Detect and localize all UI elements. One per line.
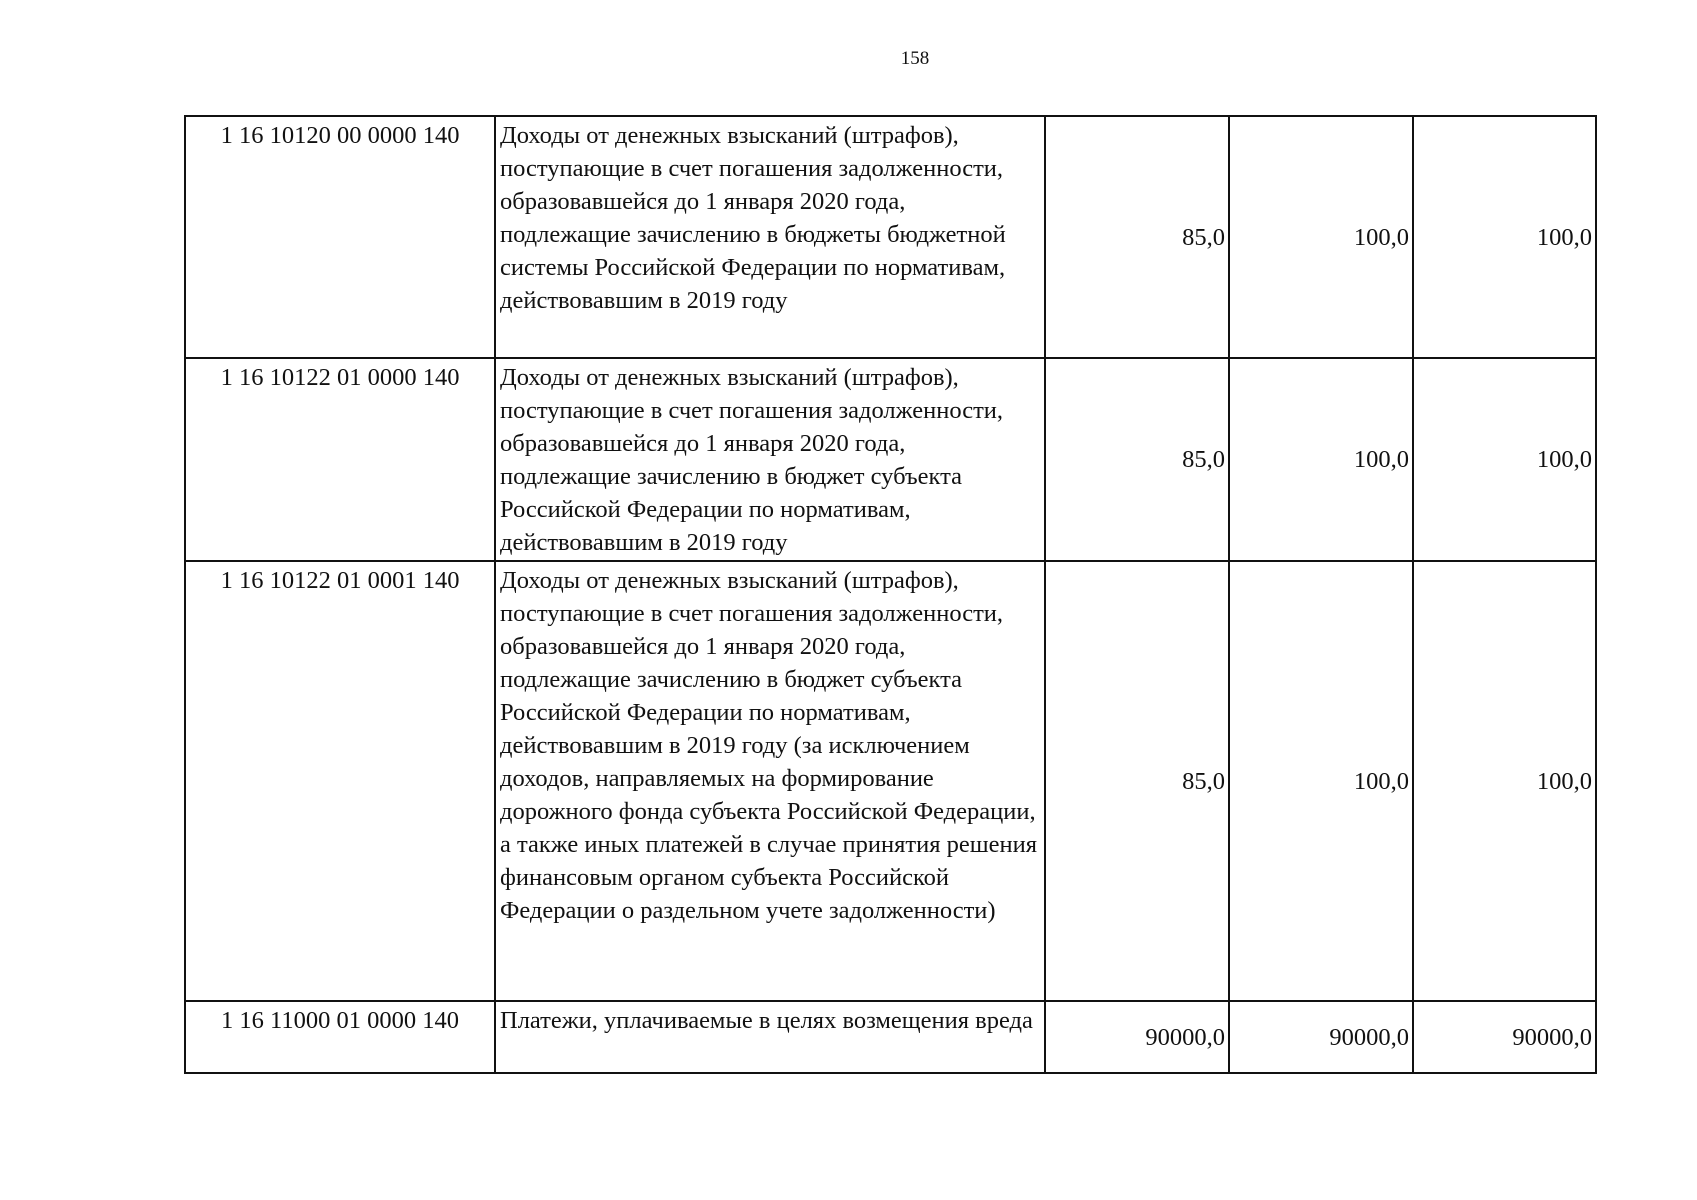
- table-row: [185, 116, 1596, 358]
- budget-code-cell: 1 16 10120 00 0000 140: [185, 116, 495, 358]
- value-cell-3: 100,0: [1413, 561, 1596, 1001]
- value-cell-3: 100,0: [1413, 116, 1596, 358]
- value-cell-2: 100,0: [1229, 358, 1413, 561]
- revenue-table: [184, 115, 1597, 1074]
- value-cell-1: 90000,0: [1045, 1001, 1229, 1073]
- table-row: [185, 358, 1596, 561]
- value-cell-2: 100,0: [1229, 561, 1413, 1001]
- revenue-name-cell: Доходы от денежных взысканий (штрафов), поступающие в счет погашения задолженности, образовавшейся до 1 января 2020 года, подлежащие зачислению в бюджеты бюджетной системы Российской Федерации по нормативам, действовавшим в 2019 году: [495, 116, 1045, 358]
- revenue-name-cell: Платежи, уплачиваемые в целях возмещения вреда: [495, 1001, 1045, 1073]
- revenue-name-cell: Доходы от денежных взысканий (штрафов), поступающие в счет погашения задолженности, образовавшейся до 1 января 2020 года, подлежащие зачислению в бюджет субъекта Российской Федерации по нормативам, действовавшим в 2019 году (за исключением доходов, направляемых на формирование дорожного фонда субъекта Российской Федерации, а также иных платежей в случае принятия решения финансовым органом субъекта Российской Федерации о раздельном учете задолженности): [495, 561, 1045, 1001]
- value-cell-1: 85,0: [1045, 116, 1229, 358]
- value-cell-3: 100,0: [1413, 358, 1596, 561]
- value-cell-1: 85,0: [1045, 358, 1229, 561]
- value-cell-2: 100,0: [1229, 116, 1413, 358]
- budget-code-cell: 1 16 10122 01 0001 140: [185, 561, 495, 1001]
- table-row: [185, 1001, 1596, 1073]
- value-cell-1: 85,0: [1045, 561, 1229, 1001]
- revenue-name-cell: Доходы от денежных взысканий (штрафов), поступающие в счет погашения задолженности, образовавшейся до 1 января 2020 года, подлежащие зачислению в бюджет субъекта Российской Федерации по нормативам, действовавшим в 2019 году: [495, 358, 1045, 561]
- table-row: [185, 561, 1596, 1001]
- page-number: 158: [900, 48, 930, 69]
- value-cell-3: 90000,0: [1413, 1001, 1596, 1073]
- budget-code-cell: 1 16 10122 01 0000 140: [185, 358, 495, 561]
- value-cell-2: 90000,0: [1229, 1001, 1413, 1073]
- budget-code-cell: 1 16 11000 01 0000 140: [185, 1001, 495, 1073]
